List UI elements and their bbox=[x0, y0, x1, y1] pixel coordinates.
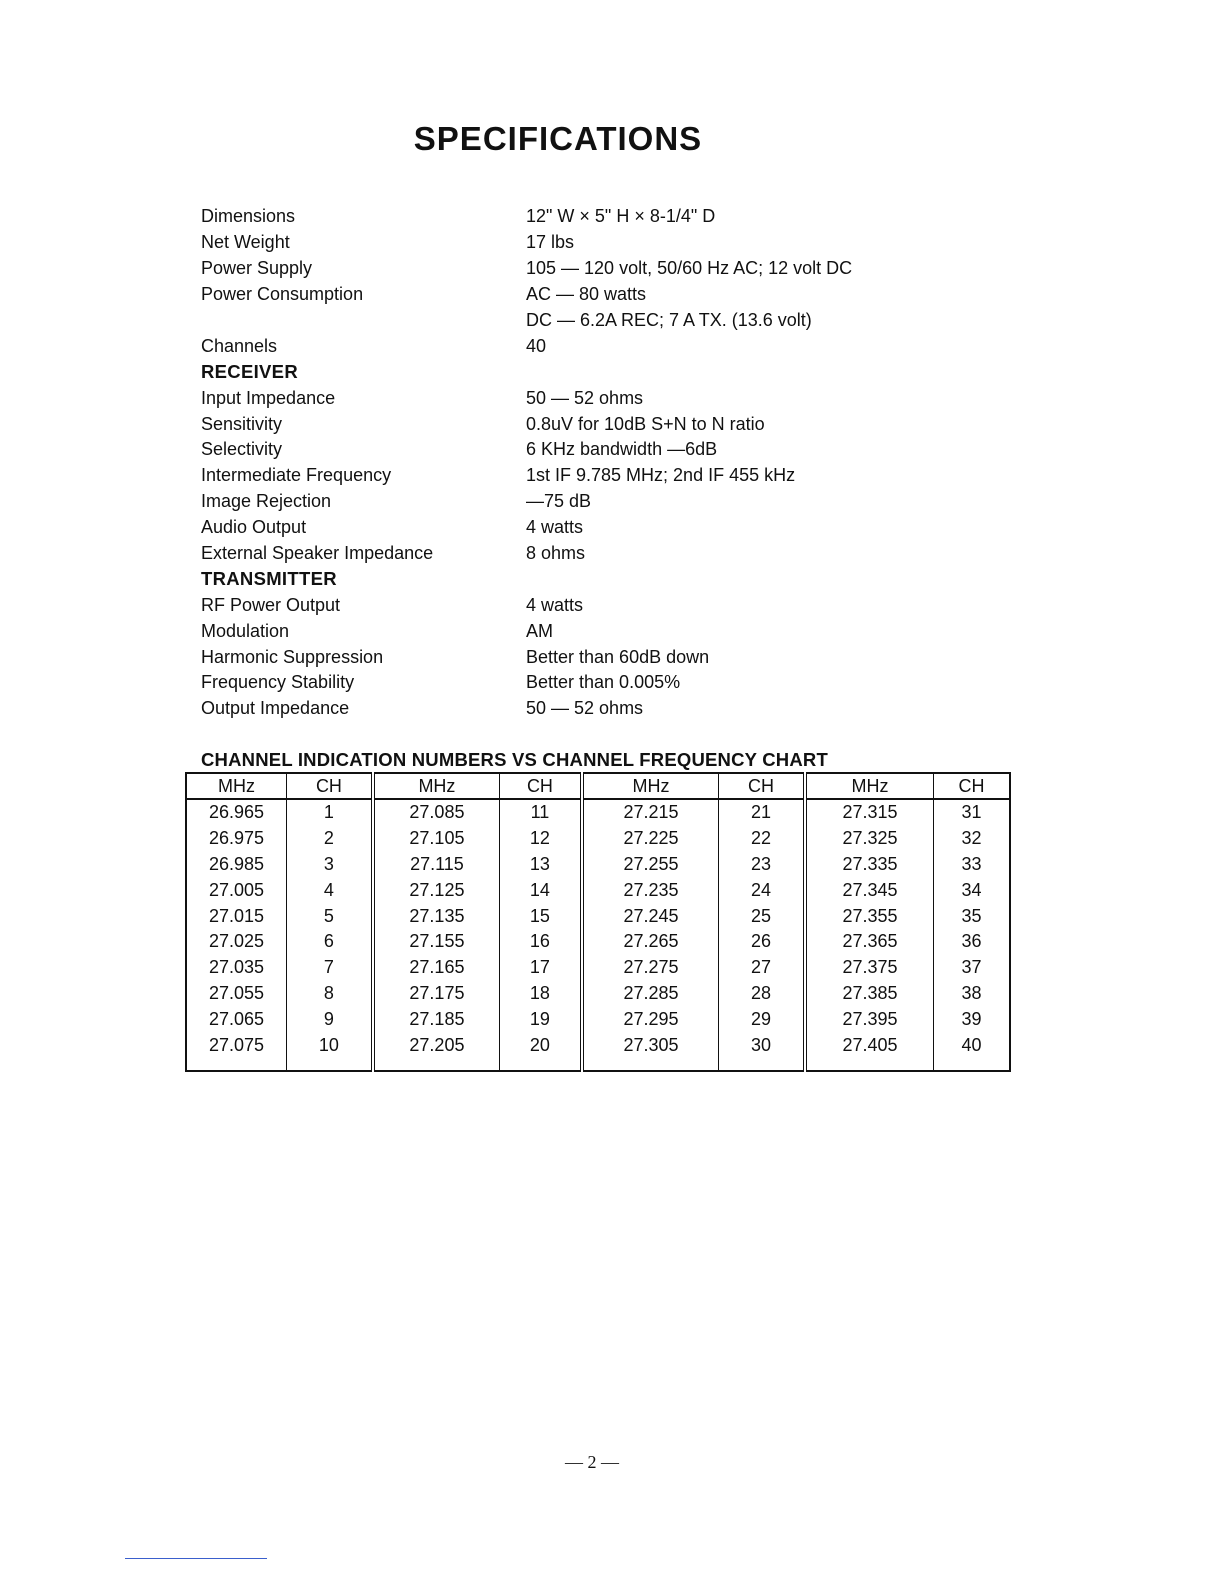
spec-label: Power Consumption bbox=[201, 284, 364, 305]
spec-label: Power Supply bbox=[201, 258, 313, 279]
spec-row-input-impedance bbox=[201, 385, 921, 411]
cell-channel: 8 bbox=[286, 981, 372, 1007]
cell-mhz: 27.105 bbox=[373, 826, 500, 852]
cell-mhz: 27.335 bbox=[805, 852, 934, 878]
cell-channel: 11 bbox=[500, 799, 582, 826]
cell-channel: 35 bbox=[961, 905, 982, 926]
chart-title: CHANNEL INDICATION NUMBERS VS CHANNEL FREQUENCY CHART bbox=[201, 749, 828, 770]
spec-row-frequency-stability bbox=[201, 670, 921, 696]
spec-value: 105 — 120 volt, 50/60 Hz AC; 12 volt DC bbox=[526, 258, 853, 279]
spec-label: Dimensions bbox=[201, 206, 296, 227]
page-number: — 2 — bbox=[565, 1452, 619, 1472]
section-heading-receiver: RECEIVER bbox=[201, 361, 298, 383]
spec-row-output-impedance bbox=[201, 696, 921, 722]
cell-channel: 16 bbox=[500, 929, 582, 955]
table-row bbox=[186, 1032, 1010, 1071]
column-header-mhz: MHz bbox=[186, 773, 286, 799]
cell-channel: 19 bbox=[500, 1006, 582, 1032]
spec-row-power-consumption bbox=[201, 282, 921, 308]
cell-channel: 15 bbox=[500, 903, 582, 929]
spec-row-dimensions bbox=[201, 204, 921, 230]
cell-mhz: 27.275 bbox=[582, 955, 719, 981]
table-header-row bbox=[186, 773, 1010, 799]
cell-channel: 10 bbox=[286, 1032, 372, 1071]
specs-list bbox=[201, 204, 921, 722]
cell-channel: 23 bbox=[719, 852, 805, 878]
cell-channel: 18 bbox=[500, 981, 582, 1007]
page-title: SPECIFICATIONS bbox=[413, 120, 703, 157]
cell-mhz: 27.405 bbox=[805, 1032, 934, 1071]
column-header-ch: CH bbox=[500, 773, 582, 799]
cell-channel: 28 bbox=[719, 981, 805, 1007]
cell-mhz: 27.125 bbox=[373, 877, 500, 903]
spec-row-modulation bbox=[201, 618, 921, 644]
spec-label: Selectivity bbox=[201, 439, 283, 460]
cell-mhz: 27.155 bbox=[373, 929, 500, 955]
spec-label: RF Power Output bbox=[201, 594, 341, 615]
spec-label: Modulation bbox=[201, 620, 290, 641]
cell-channel: 27 bbox=[719, 955, 805, 981]
table-row bbox=[186, 877, 1010, 903]
cell-channel: 13 bbox=[500, 852, 582, 878]
spec-row-selectivity bbox=[201, 437, 921, 463]
spec-row-image-rejection bbox=[201, 489, 921, 515]
column-header-ch: CH bbox=[934, 773, 1010, 799]
cell-mhz: 27.255 bbox=[582, 852, 719, 878]
cell-channel: 31 bbox=[961, 802, 982, 823]
cell-mhz: 27.015 bbox=[186, 903, 286, 929]
spec-value: 50 — 52 ohms bbox=[526, 387, 644, 408]
spec-row-channels bbox=[201, 333, 921, 359]
cell-mhz: 27.355 bbox=[805, 903, 934, 929]
column-header-mhz: MHz bbox=[373, 773, 500, 799]
spec-value: AM bbox=[526, 620, 553, 641]
cell-mhz: 27.025 bbox=[186, 929, 286, 955]
spec-value: 1st IF 9.785 MHz; 2nd IF 455 kHz bbox=[526, 465, 796, 486]
spec-label: Channels bbox=[201, 335, 278, 356]
cell-mhz: 27.205 bbox=[373, 1032, 500, 1071]
cell-mhz: 27.285 bbox=[582, 981, 719, 1007]
cell-channel: 26 bbox=[719, 929, 805, 955]
spec-row-harmonic-suppression bbox=[201, 644, 921, 670]
cell-mhz: 27.365 bbox=[805, 929, 934, 955]
cell-channel: 12 bbox=[500, 826, 582, 852]
cell-mhz: 27.385 bbox=[805, 981, 934, 1007]
spec-label: External Speaker Impedance bbox=[201, 543, 434, 564]
cell-mhz: 27.075 bbox=[186, 1032, 286, 1071]
cell-channel: 17 bbox=[500, 955, 582, 981]
table-row bbox=[186, 929, 1010, 955]
table-row bbox=[186, 799, 1010, 826]
spec-value: 6 KHz bandwidth —6dB bbox=[526, 439, 718, 460]
cell-channel: 7 bbox=[286, 955, 372, 981]
spec-row-power-consumption-dc bbox=[201, 308, 921, 334]
spec-row-sensitivity bbox=[201, 411, 921, 437]
cell-channel: 1 bbox=[286, 799, 372, 826]
spec-value: 17 lbs bbox=[526, 232, 575, 253]
table-row bbox=[186, 852, 1010, 878]
spec-value: Better than 60dB down bbox=[526, 646, 710, 667]
cell-mhz: 27.135 bbox=[373, 903, 500, 929]
spec-label: Image Rejection bbox=[201, 491, 332, 512]
spec-row-external-speaker-impedance bbox=[201, 541, 921, 567]
cell-mhz: 27.345 bbox=[805, 877, 934, 903]
cell-channel: 38 bbox=[961, 982, 982, 1003]
cell-mhz: 27.185 bbox=[373, 1006, 500, 1032]
spec-label: Output Impedance bbox=[201, 698, 350, 719]
cell-channel: 33 bbox=[961, 853, 982, 874]
cell-mhz: 27.315 bbox=[805, 799, 934, 826]
cell-channel: 22 bbox=[719, 826, 805, 852]
cell-channel: 3 bbox=[286, 852, 372, 878]
cell-channel: 37 bbox=[961, 957, 982, 978]
spec-row-intermediate-frequency bbox=[201, 463, 921, 489]
spec-label: Net Weight bbox=[201, 232, 290, 253]
spec-value: 40 bbox=[526, 335, 547, 356]
spec-value: 0.8uV for 10dB S+N to N ratio bbox=[526, 413, 765, 434]
bottom-rule bbox=[125, 1558, 267, 1559]
spec-value: Better than 0.005% bbox=[526, 672, 681, 693]
cell-mhz: 27.325 bbox=[805, 826, 934, 852]
cell-mhz: 27.165 bbox=[373, 955, 500, 981]
cell-channel: 29 bbox=[719, 1006, 805, 1032]
cell-mhz: 27.065 bbox=[186, 1006, 286, 1032]
spec-row-rf-power-output bbox=[201, 592, 921, 618]
cell-mhz: 27.085 bbox=[373, 799, 500, 826]
spec-value: 50 — 52 ohms bbox=[526, 698, 644, 719]
spec-label: Input Impedance bbox=[201, 387, 336, 408]
cell-channel: 4 bbox=[286, 877, 372, 903]
spec-value: 12" W × 5" H × 8-1/4" D bbox=[526, 206, 716, 227]
cell-mhz: 27.005 bbox=[186, 877, 286, 903]
cell-mhz: 26.975 bbox=[186, 826, 286, 852]
spec-row-audio-output bbox=[201, 515, 921, 541]
cell-channel: 2 bbox=[286, 826, 372, 852]
spec-row-net-weight bbox=[201, 230, 921, 256]
spec-label: Sensitivity bbox=[201, 413, 283, 434]
spec-value: AC — 80 watts bbox=[526, 284, 647, 305]
table-row bbox=[186, 826, 1010, 852]
column-header-ch: CH bbox=[719, 773, 805, 799]
section-heading-transmitter: TRANSMITTER bbox=[201, 568, 337, 590]
table-row bbox=[186, 981, 1010, 1007]
spec-label: Harmonic Suppression bbox=[201, 646, 384, 667]
cell-channel: 34 bbox=[961, 879, 982, 900]
cell-channel: 20 bbox=[500, 1032, 582, 1071]
spec-label: Audio Output bbox=[201, 517, 307, 538]
cell-mhz: 27.295 bbox=[582, 1006, 719, 1032]
cell-mhz: 27.115 bbox=[373, 852, 500, 878]
cell-channel: 25 bbox=[719, 903, 805, 929]
cell-mhz: 26.985 bbox=[186, 852, 286, 878]
cell-mhz: 27.375 bbox=[805, 955, 934, 981]
cell-mhz: 27.215 bbox=[582, 799, 719, 826]
cell-channel: 14 bbox=[500, 877, 582, 903]
cell-channel: 30 bbox=[719, 1032, 805, 1071]
cell-mhz: 27.395 bbox=[805, 1006, 934, 1032]
cell-mhz: 27.265 bbox=[582, 929, 719, 955]
table-row bbox=[186, 1006, 1010, 1032]
cell-channel: 24 bbox=[719, 877, 805, 903]
spec-label: Frequency Stability bbox=[201, 672, 355, 693]
cell-channel: 6 bbox=[286, 929, 372, 955]
cell-channel: 21 bbox=[719, 799, 805, 826]
spec-label: Intermediate Frequency bbox=[201, 465, 392, 486]
spec-row-power-supply bbox=[201, 256, 921, 282]
spec-value: —75 dB bbox=[526, 491, 592, 512]
cell-mhz: 26.965 bbox=[186, 799, 286, 826]
cell-mhz: 27.175 bbox=[373, 981, 500, 1007]
channel-frequency-table bbox=[185, 772, 1011, 1072]
cell-channel: 9 bbox=[286, 1006, 372, 1032]
cell-mhz: 27.235 bbox=[582, 877, 719, 903]
table-row bbox=[186, 903, 1010, 929]
cell-channel: 39 bbox=[961, 1008, 982, 1029]
column-header-mhz: MHz bbox=[582, 773, 719, 799]
table-row bbox=[186, 955, 1010, 981]
cell-channel: 36 bbox=[961, 931, 982, 952]
cell-mhz: 27.035 bbox=[186, 955, 286, 981]
cell-mhz: 27.245 bbox=[582, 903, 719, 929]
cell-channel: 32 bbox=[961, 828, 982, 849]
spec-value: 4 watts bbox=[526, 594, 584, 615]
spec-value: 4 watts bbox=[526, 517, 584, 538]
spec-value: DC — 6.2A REC; 7 A TX. (13.6 volt) bbox=[526, 310, 812, 330]
table-body bbox=[186, 799, 1010, 1071]
column-header-ch: CH bbox=[286, 773, 372, 799]
cell-mhz: 27.225 bbox=[582, 826, 719, 852]
spec-value: 8 ohms bbox=[526, 543, 586, 564]
column-header-mhz: MHz bbox=[805, 773, 934, 799]
cell-mhz: 27.055 bbox=[186, 981, 286, 1007]
cell-mhz: 27.305 bbox=[582, 1032, 719, 1071]
cell-channel: 40 bbox=[961, 1034, 982, 1055]
cell-channel: 5 bbox=[286, 903, 372, 929]
